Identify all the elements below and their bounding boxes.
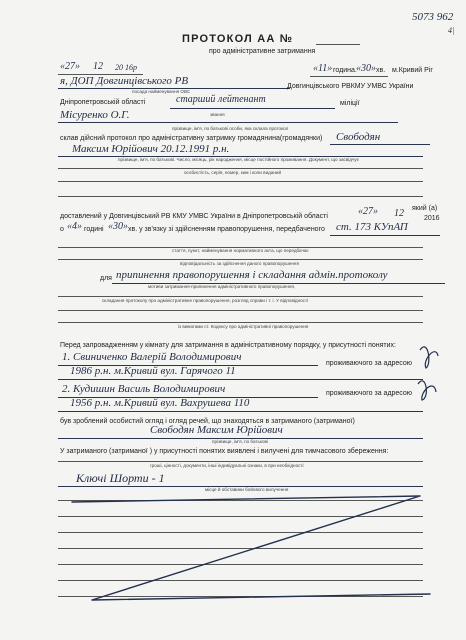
- city: м.Кривий Ріг: [392, 67, 433, 74]
- purpose-prefix: для: [100, 275, 112, 282]
- time-min: «30»: [356, 63, 376, 74]
- witness-2-address: 1956 р.н. м.Кривий вул. Вахрушева 110: [70, 397, 250, 409]
- search-printed: був зроблений особистий огляд і огляд речей, що знаходяться в затриманого (затриманої): [60, 418, 355, 425]
- organ-printed: Довгинцівського РВКМУ УМВС України: [287, 83, 414, 90]
- delivered-hour: «4»: [67, 221, 82, 232]
- seized-item: Ключі Шорти - 1: [76, 471, 165, 485]
- seized-caption: гроші, цінності, документи, інші індивідуальні ознаки, в при необхідності: [150, 463, 304, 468]
- compiled-caption: прізвище, ім'я, по батькові. Число, місяць, рік народження, місце постійного проживання. Документ, що засвідчує: [118, 157, 359, 162]
- rank-handwritten: старший лейтенант: [176, 94, 266, 105]
- militia-label: міліції: [340, 100, 360, 107]
- delivered-month: 12: [394, 208, 404, 219]
- detained-details: Максим Юрійович 20.12.1991 р.н.: [72, 143, 230, 155]
- compiled-printed: склав дійсний протокол про адміністративну затримку громадянина(громадянки): [60, 135, 323, 142]
- delivered-min: «30»: [108, 221, 128, 232]
- witness-1-address: 1986 р.н. м.Кривий вул. Гарячого 11: [70, 365, 236, 377]
- responsibility-caption: відповідальність за здійснення даного правопорушення: [180, 261, 299, 266]
- delivered-printed-2: хв. у зв'язку зі здійсненням правопорушення, передбаченого: [128, 226, 325, 233]
- delivered-hour-label: годині: [84, 226, 104, 233]
- article-caption: стаття, пункт, найменування нормативного акта, що передбачає: [172, 248, 309, 253]
- witness-1-label: проживаючого за адресою: [326, 360, 413, 367]
- purpose-caption-3: із вимогами ст. Кодексу про адміністративні правопорушення: [178, 324, 309, 329]
- delivered-time-prefix: о: [60, 226, 64, 233]
- date-day: «27»: [60, 61, 80, 72]
- corner-mark: 4|: [448, 26, 455, 35]
- time-hour-label: година.: [333, 67, 357, 74]
- organ-handwritten: я, ДОП Довгинцівського РВ: [60, 75, 189, 87]
- article-handwritten: ст. 173 КУпАП: [336, 221, 408, 233]
- reg-number: 5073 962: [412, 11, 454, 23]
- detained-surname: Свободян: [336, 131, 381, 143]
- date-year: 20 16р: [115, 63, 137, 72]
- time-min-label: хв.: [376, 67, 386, 74]
- page-subtitle: про адміністративне затримання: [209, 48, 316, 55]
- delivered-printed: доставлений у Довгинцівський РВ КМУ УМВС України в Дніпропетровській області: [60, 213, 328, 220]
- page-title: ПРОТОКОЛ АА №: [182, 33, 294, 45]
- officer-caption: прізвище, ім'я, по батькові особи, яка склала протокол: [172, 126, 289, 131]
- doc-caption: особистість, серія, номер, ким і коли виданий: [184, 170, 282, 175]
- organ-caption: посада найменування ОВС: [132, 89, 191, 94]
- oblast-printed: Дніпропетровській області: [60, 99, 146, 106]
- time-hour: «11»: [313, 63, 333, 74]
- delivered-day: «27»: [358, 206, 378, 217]
- officer-handwritten: Місуренко О.Г.: [60, 109, 130, 121]
- witness-1-name: 1. Свиниченко Валерій Володимирович: [62, 351, 242, 363]
- purpose-handwritten: припинення правопорушення і складання адмін.протоколу: [116, 269, 388, 281]
- place-caption: місце й обставини бойового вилучення: [205, 487, 289, 492]
- witness-2-label: проживаючого за адресою: [326, 390, 413, 397]
- officer-rank-caption: звання: [210, 112, 225, 117]
- purpose-caption: мотиви затримання-припинення адміністративного правопорушення,: [148, 284, 296, 289]
- purpose-caption-2: складання протоколу про адміністративне правопорушення, розгляд справи і т. і. У відповідності: [102, 298, 309, 303]
- delivered-suffix: який (а): [412, 205, 438, 212]
- search-handwritten: Свободян Максим Юрійович: [150, 424, 283, 436]
- witness-2-name: 2. Кудишин Василь Володимирович: [62, 383, 226, 395]
- delivered-year: 2016: [424, 215, 440, 222]
- date-month: 12: [93, 61, 103, 72]
- witnesses-intro: Перед запровадженням у кімнату для затримання в адміністративному порядку, у присутності понятих:: [60, 342, 396, 349]
- search-caption: прізвище, ім'я, по батькові: [212, 439, 268, 444]
- seized-printed: У затриманого (затриманої ) у присутності понятих виявлені і вилучені для тимчасового збереження:: [60, 448, 389, 455]
